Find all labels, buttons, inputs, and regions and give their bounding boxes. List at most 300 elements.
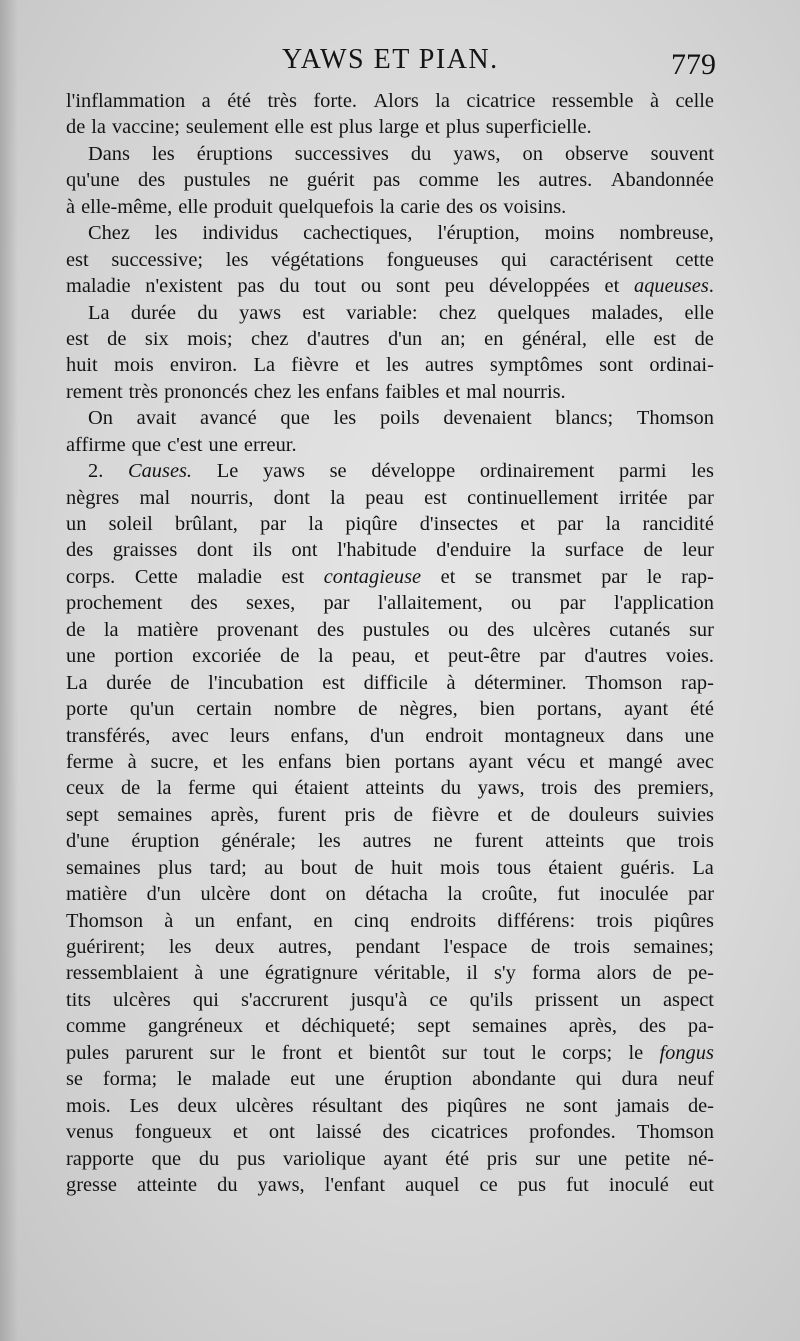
word: Thomson (636, 1121, 714, 1144)
word: enfans (278, 750, 332, 773)
word: par (559, 592, 586, 615)
word: des (138, 169, 166, 192)
word: et (212, 750, 228, 773)
word: est (653, 327, 677, 350)
word: soleil (108, 513, 153, 535)
word: se (474, 565, 492, 588)
text-line (66, 643, 714, 669)
word: erreur. (243, 433, 297, 456)
word: produit (213, 195, 273, 218)
word: est (66, 327, 89, 350)
word: mal (139, 486, 171, 509)
text-line (66, 511, 714, 537)
word: forma; (102, 1068, 158, 1091)
word: pas (237, 275, 265, 298)
word: par (601, 565, 628, 588)
word: aqueuses. (634, 275, 714, 298)
word: et (232, 1121, 248, 1144)
word: les (317, 830, 341, 853)
word: contagieuse (323, 565, 422, 588)
word: du (279, 275, 300, 298)
word: été (227, 90, 251, 112)
word: est (281, 565, 305, 588)
word: de (170, 671, 190, 694)
word: les (691, 460, 714, 483)
text-line (66, 485, 714, 511)
word: déchiqueté; (301, 1015, 396, 1038)
word: large (378, 116, 420, 139)
word: c'est (167, 433, 203, 456)
word: Cette (134, 565, 178, 588)
word: plus (445, 116, 480, 139)
word: de- (687, 1094, 714, 1117)
word: transmet (511, 565, 582, 588)
word: nourris, (190, 486, 254, 509)
word: voisins. (503, 195, 567, 218)
word: la (91, 116, 106, 139)
word: yaws, (453, 142, 501, 165)
word: pustules (362, 618, 430, 641)
word: détacha (365, 883, 428, 906)
word: ou (511, 592, 532, 615)
word: provenant (216, 618, 299, 641)
word: furent (277, 803, 327, 826)
word: variolique (282, 1147, 366, 1170)
word: ne (525, 1094, 545, 1117)
word: semaines (472, 1015, 547, 1038)
word: La (66, 671, 88, 694)
word: rapporte (66, 1147, 134, 1170)
word: des (593, 777, 622, 800)
word: yaws (239, 301, 282, 324)
word: autres, (278, 936, 332, 958)
word: elle (684, 301, 714, 324)
text-line (66, 960, 714, 986)
word: parmi (618, 460, 667, 483)
word: continuellement (467, 486, 599, 509)
word: ne (269, 169, 289, 192)
word: faibles (385, 380, 440, 403)
word: peau (365, 486, 404, 509)
word: d'autres (306, 327, 370, 350)
word: ceux (66, 777, 105, 800)
word: On (88, 407, 113, 430)
word: an; (440, 327, 466, 350)
word: à (66, 195, 76, 218)
word: générale; (221, 830, 296, 853)
word: déterminer. (474, 671, 567, 694)
word: ils (252, 539, 272, 562)
word: alors (596, 962, 637, 985)
text-line (66, 167, 714, 193)
word: quelquefois (278, 195, 374, 218)
word: devenaient (443, 407, 532, 430)
word: Dans (88, 142, 130, 165)
word: les (241, 750, 265, 773)
word: pules (66, 1041, 110, 1064)
word: et (337, 1041, 353, 1064)
word: durée (130, 301, 177, 324)
word: trois (596, 909, 633, 932)
word: est (424, 486, 447, 509)
word: fièvre (431, 803, 479, 826)
word: l'allaitement, (377, 592, 483, 615)
word: résultant (312, 1094, 383, 1117)
word: maladie (197, 565, 262, 588)
word: la (308, 513, 324, 535)
word: poils (379, 407, 420, 430)
text-line (66, 723, 714, 749)
word: dura (621, 1068, 658, 1091)
word: inoculée (599, 883, 669, 906)
word: et (264, 1015, 280, 1038)
word: et (414, 645, 430, 668)
word: une (577, 1147, 608, 1170)
page-header (66, 38, 726, 84)
word: graisses (112, 539, 178, 562)
word: les (497, 169, 520, 192)
word: pus (236, 1147, 266, 1170)
word: mois (440, 856, 480, 879)
word: un (620, 988, 641, 1011)
word: mois. (66, 1094, 111, 1117)
word: au (264, 856, 284, 879)
text-line (66, 220, 714, 246)
word: celle (675, 90, 714, 112)
word: est (310, 116, 333, 139)
word: plus (338, 116, 373, 139)
word: que (626, 830, 656, 853)
word: de (530, 936, 551, 958)
word: rap- (681, 671, 714, 694)
word: huit (66, 354, 98, 377)
text-line (66, 352, 714, 378)
word: tard; (209, 856, 247, 879)
word: véritable, (373, 962, 451, 985)
word: qu'un (129, 698, 175, 721)
word: carie (400, 195, 441, 218)
word: prononcés (164, 380, 248, 403)
word: du (217, 1173, 238, 1196)
word: une (66, 645, 96, 668)
word: os (479, 195, 498, 218)
word: successives (294, 142, 389, 165)
word: par (539, 645, 566, 668)
word: abondante (472, 1068, 556, 1091)
word: ulcères (113, 988, 171, 1011)
word: une (684, 724, 714, 747)
word: Chez (88, 222, 130, 245)
word: ce (429, 988, 448, 1011)
word: l'enfant (324, 1173, 385, 1196)
word: développe (371, 460, 456, 483)
word: comme (66, 1015, 127, 1038)
word: pus (517, 1173, 547, 1196)
word: sept (417, 1015, 451, 1038)
word: jusqu'à (350, 988, 408, 1011)
word: forma (531, 962, 581, 985)
word: aspect (662, 988, 714, 1011)
word: par (687, 883, 714, 906)
word: différens: (497, 909, 576, 932)
word: qui (192, 988, 219, 1011)
word: peau, (351, 645, 396, 668)
word: fut (557, 883, 580, 906)
word: après, (568, 1015, 617, 1038)
word: elle (274, 116, 305, 139)
text-line (66, 1013, 714, 1039)
word: trois (541, 777, 578, 800)
word: d'enduire (436, 539, 512, 562)
word: trois (677, 830, 714, 853)
word: elle (178, 195, 208, 218)
word: portans (394, 750, 455, 773)
word: avait (136, 407, 177, 430)
word: piqûres (653, 909, 714, 932)
word: de (643, 539, 663, 562)
word: piqûre (345, 513, 398, 535)
word: du (198, 1147, 220, 1170)
word: mois (113, 354, 154, 377)
word: blancs; (555, 407, 614, 430)
word: la (530, 539, 546, 562)
word: étaient (548, 856, 603, 879)
word: sur (441, 1041, 467, 1064)
text-line (66, 934, 714, 960)
word: les (168, 936, 192, 958)
text-line (66, 194, 714, 220)
text-line (66, 1066, 714, 1092)
word: dont (273, 486, 310, 509)
text-line (66, 855, 714, 881)
word: difficile (363, 671, 428, 694)
word: une (208, 433, 238, 456)
text-line (66, 1093, 714, 1119)
word: par (557, 513, 584, 535)
word: transférés, (66, 724, 151, 747)
word: sucre, (150, 750, 199, 773)
text-line (66, 696, 714, 722)
word: Thomson (66, 909, 144, 932)
word: avancé (200, 407, 257, 430)
word: les (333, 407, 357, 430)
word: d'un (370, 724, 405, 747)
word: ferme (187, 777, 236, 800)
word: gresse (66, 1173, 117, 1196)
word: rement (66, 380, 123, 403)
word: atteints (365, 777, 425, 800)
word: l'espace (443, 936, 508, 958)
word: l'habitude (337, 539, 417, 562)
word: de (652, 962, 672, 985)
word: les (154, 222, 178, 245)
word: ulcères (532, 618, 591, 641)
word: jamais (616, 1094, 670, 1117)
word: fongueux (134, 1121, 212, 1144)
word: très (267, 90, 297, 112)
word: une (335, 1068, 365, 1091)
word: qu'une (66, 169, 120, 192)
word: atteinte (137, 1173, 198, 1196)
word: bien (479, 698, 515, 721)
word: et (355, 354, 370, 377)
word: éruption (384, 1068, 453, 1091)
word: qui (251, 777, 279, 800)
word: par (687, 486, 714, 509)
word: ont (268, 1121, 295, 1144)
word: les (225, 248, 249, 271)
word: et (520, 513, 536, 535)
text-line (66, 617, 714, 643)
word: on (325, 883, 346, 906)
word: prissent (535, 988, 599, 1011)
word: du (197, 301, 218, 324)
word: individus (202, 222, 279, 245)
word: l'éruption, (437, 222, 520, 245)
word: bien (345, 750, 381, 773)
word: fut (566, 1173, 589, 1196)
text-line (66, 247, 714, 273)
word: semaines; (633, 936, 714, 958)
word: développées (489, 275, 590, 298)
word: et (604, 275, 620, 298)
text-line (66, 432, 714, 458)
word: né- (687, 1147, 714, 1170)
word: chez (438, 301, 477, 324)
word: auquel (405, 1173, 460, 1196)
word: à (164, 909, 174, 932)
word: ayant (383, 1147, 428, 1170)
word: irritée (618, 486, 668, 509)
word: une (219, 962, 249, 985)
text-line (66, 908, 714, 934)
word: a (201, 90, 211, 112)
word: successive; (111, 248, 204, 271)
word: de (66, 618, 86, 641)
word: La (692, 856, 714, 879)
word: La (88, 301, 110, 324)
word: elle (605, 327, 635, 350)
word: surface (565, 539, 624, 562)
text-line (66, 141, 714, 167)
word: neuf (677, 1068, 714, 1091)
word: autres. (538, 169, 593, 192)
word: pris (344, 803, 376, 826)
word: ou (360, 275, 382, 298)
word: et (579, 750, 595, 773)
word: semaines (117, 803, 193, 826)
word: sexes, (245, 592, 296, 615)
word: eut (688, 1173, 714, 1196)
word: mal (466, 380, 497, 403)
word: Les (129, 1094, 159, 1117)
word: sont (563, 1094, 598, 1117)
word: leurs (229, 724, 270, 747)
word: portans, (536, 698, 602, 721)
text-line (66, 775, 714, 801)
word: des (487, 618, 515, 641)
word: nombreuse, (619, 222, 714, 245)
word: de (280, 645, 300, 668)
word: sur (688, 618, 714, 641)
word: 2. (88, 460, 104, 483)
word: cicatrice (466, 90, 536, 112)
word: furent (474, 830, 524, 853)
word: pustules (183, 169, 251, 192)
word: et (497, 803, 513, 826)
word: pe- (687, 962, 714, 985)
word: l'application (613, 592, 714, 615)
word: la (156, 777, 172, 800)
word: elle-même, (81, 195, 173, 218)
word: le (177, 1068, 192, 1091)
word: de (120, 777, 141, 800)
word: seulement (185, 116, 269, 139)
word: d'autres (584, 645, 647, 668)
text-line (66, 1172, 714, 1198)
word: moins (544, 222, 595, 245)
word: dont (269, 883, 307, 906)
word: ayant (623, 698, 669, 721)
word: autres (424, 354, 474, 377)
word: se (329, 460, 347, 483)
text-line (66, 537, 714, 563)
word: chez (253, 380, 292, 403)
word: Abandonnée (610, 169, 714, 192)
word: des (382, 1121, 410, 1144)
word: sur (535, 1147, 560, 1170)
word: front (281, 1041, 322, 1064)
word: des (446, 195, 474, 218)
word: enfans, (290, 724, 349, 747)
word: quelques (497, 301, 571, 324)
page-gutter-shadow (0, 0, 18, 1341)
word: très (128, 380, 159, 403)
word: chez (251, 327, 289, 350)
word: ordinairement (479, 460, 595, 483)
word: comme (418, 169, 479, 192)
word: d'insectes (419, 513, 499, 535)
word: yaws, (477, 777, 525, 800)
word: de (107, 327, 127, 350)
word: portion (114, 645, 174, 668)
word: enfans (325, 380, 380, 403)
word: douleurs (568, 803, 639, 826)
word: dans (626, 724, 664, 747)
word: caractérisent (549, 248, 653, 271)
word: se (66, 1068, 83, 1091)
word: excoriée (192, 645, 262, 668)
text-line (66, 114, 714, 140)
word: de (530, 803, 551, 826)
word: par (260, 513, 287, 535)
word: endroits (410, 909, 477, 932)
word: yaws, (257, 1173, 305, 1196)
word: matière (137, 618, 199, 641)
word: un (194, 909, 215, 932)
word: deux (215, 936, 255, 958)
word: certain (196, 698, 252, 721)
word: du (440, 777, 462, 800)
word: par (323, 592, 350, 615)
body-text (66, 88, 714, 1198)
word: éruptions (196, 142, 273, 165)
page-number: 779 (671, 48, 716, 81)
word: huit (390, 856, 423, 879)
word: croûte, (481, 883, 538, 906)
word: sont (396, 275, 431, 298)
word: que (131, 433, 162, 456)
